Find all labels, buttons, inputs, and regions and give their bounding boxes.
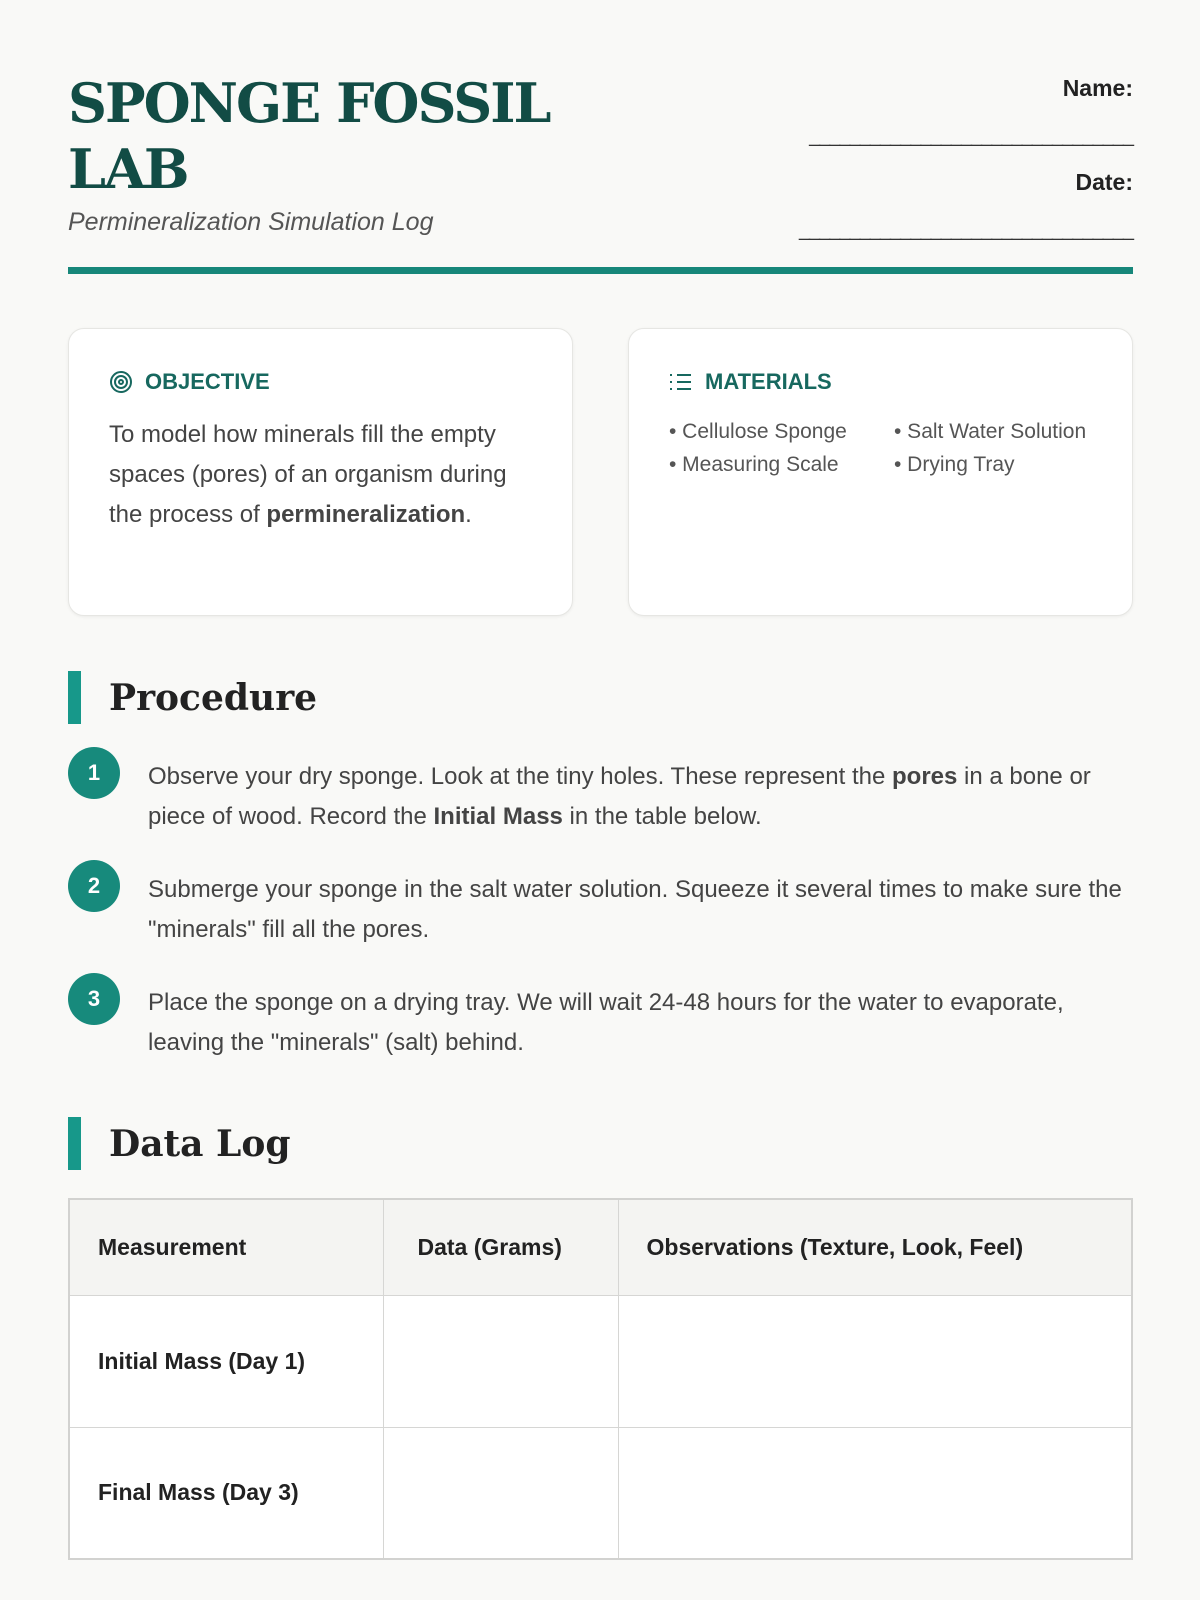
materials-title: MATERIALS	[705, 369, 832, 394]
objective-text	[109, 415, 532, 535]
objective-keyword: permineralization	[266, 501, 466, 528]
objective-title: OBJECTIVE	[145, 369, 270, 394]
column-header: Measurement	[69, 1199, 383, 1295]
table-row	[69, 1427, 1132, 1559]
target-icon	[109, 370, 133, 394]
objective-body: To model how minerals fill the empty spaces (pores) of an organism during the process of	[109, 421, 507, 528]
step-text-part: in a bone or piece of wood. Record the	[148, 763, 1091, 830]
measurement-cell: Final Mass (Day 3)	[69, 1427, 383, 1559]
name-field[interactable]: ________________________________	[809, 125, 1133, 147]
procedure-heading: Procedure	[109, 676, 318, 719]
step-number: 1	[68, 747, 120, 799]
materials-list	[669, 415, 1092, 481]
step-text-part: Observe your dry sponge. Look at the tiny holes. These represent the	[148, 763, 892, 790]
objective-card	[68, 328, 573, 616]
materials-heading	[669, 369, 1092, 395]
section-accent-bar	[68, 1117, 81, 1170]
step-keyword: pores	[892, 763, 958, 790]
step-number: 3	[68, 973, 120, 1025]
date-label: Date:	[1075, 169, 1133, 195]
materials-card	[628, 328, 1133, 616]
table-header-row	[69, 1199, 1132, 1295]
header	[68, 70, 1133, 274]
data-log-table	[68, 1198, 1133, 1560]
step-number: 2	[68, 860, 120, 912]
material-item: • Salt Water Solution	[894, 420, 1087, 443]
procedure-step	[68, 870, 1133, 950]
data-cell[interactable]	[383, 1295, 618, 1427]
page-title: SPONGE FOSSIL LAB	[68, 71, 550, 201]
observation-cell[interactable]	[618, 1295, 1132, 1427]
objective-end: .	[465, 501, 472, 528]
procedure-step	[68, 757, 1133, 837]
objective-heading	[109, 369, 532, 395]
name-label: Name:	[1062, 75, 1133, 101]
column-header: Data (Grams)	[383, 1199, 618, 1295]
material-item: • Measuring Scale	[669, 453, 839, 476]
step-text-part: in the table below.	[562, 803, 762, 830]
data-cell[interactable]	[383, 1427, 618, 1559]
student-fields	[799, 70, 1133, 258]
table-row	[69, 1295, 1132, 1427]
measurement-cell: Initial Mass (Day 1)	[69, 1295, 383, 1427]
step-text	[148, 757, 1133, 837]
section-accent-bar	[68, 671, 81, 724]
step-text: Place the sponge on a drying tray. We will wait 24-48 hours for the water to evaporate, leaving the "minerals" (salt) behind.	[148, 989, 1064, 1056]
datalog-section-header	[68, 1117, 291, 1170]
procedure-section-header	[68, 671, 317, 724]
list-icon	[669, 371, 693, 393]
datalog-heading: Data Log	[109, 1122, 291, 1165]
column-header: Observations (Texture, Look, Feel)	[618, 1199, 1132, 1295]
material-item: • Cellulose Sponge	[669, 420, 847, 443]
page-subtitle: Permineralization Simulation Log	[68, 208, 434, 236]
step-text: Submerge your sponge in the salt water solution. Squeeze it several times to make sure the "minerals" fill all the pores.	[148, 876, 1122, 943]
procedure-step	[68, 983, 1133, 1063]
material-item: • Drying Tray	[894, 453, 1015, 476]
observation-cell[interactable]	[618, 1427, 1132, 1559]
step-keyword: Initial Mass	[433, 803, 563, 830]
date-field[interactable]: _________________________________	[798, 219, 1133, 241]
